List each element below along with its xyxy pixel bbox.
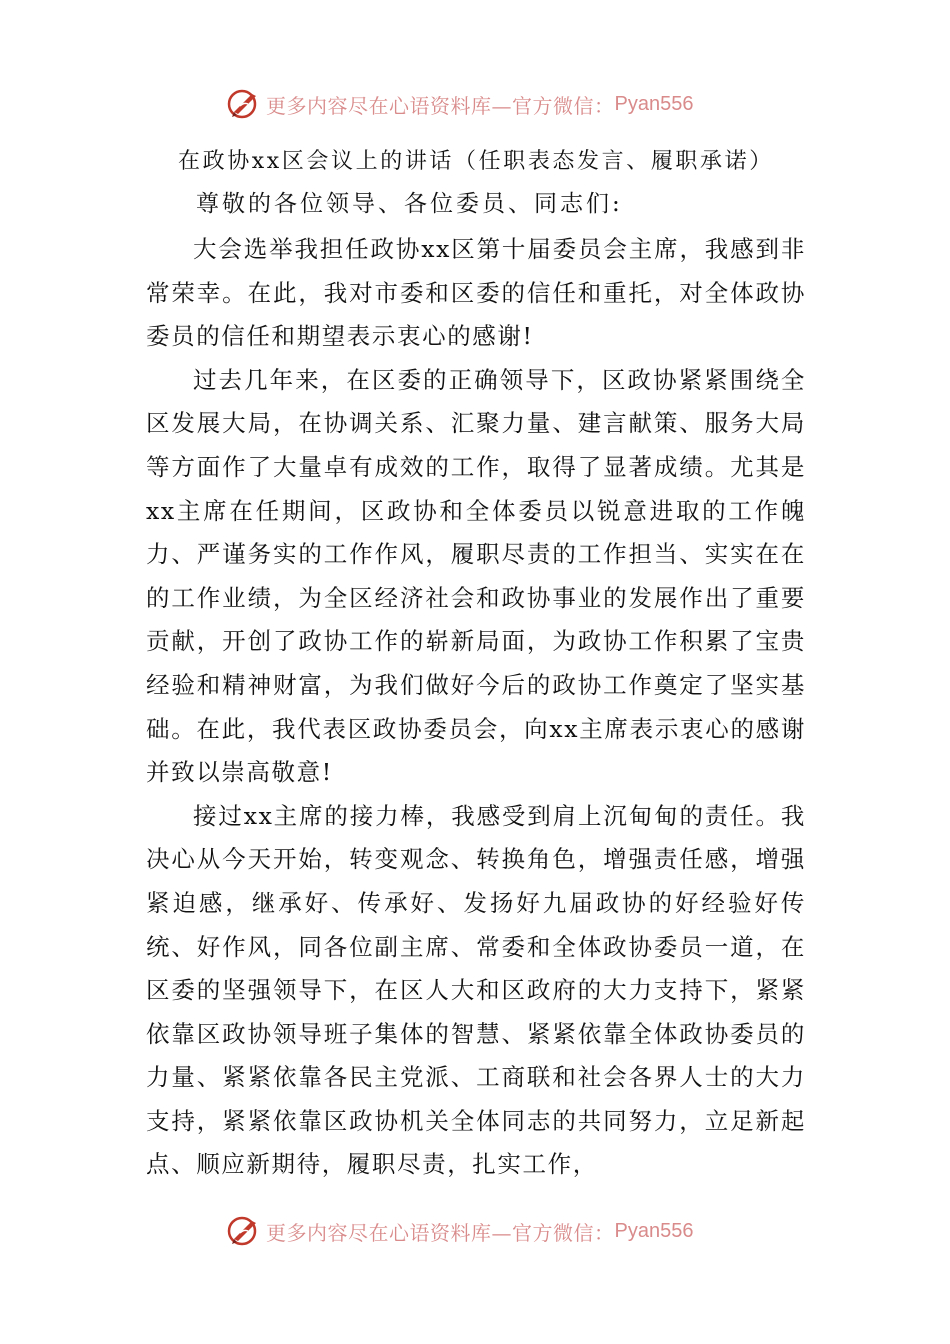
footer-banner bbox=[226, 1211, 693, 1251]
document-body bbox=[146, 228, 806, 1187]
banner-text: 更多内容尽在心语资料库—官方微信： bbox=[266, 1220, 615, 1245]
paragraph: 大会选举我担任政协xx区第十届委员会主席，我感到非常荣幸。在此，我对市委和区委的信任和重托，对全体政协委员的信任和期望表示衷心的感谢! bbox=[146, 235, 806, 351]
pen-logo-icon bbox=[226, 1213, 262, 1249]
paragraph: 接过xx主席的接力棒，我感受到肩上沉甸甸的责任。我决心从今天开始，转变观念、转换角色，增强责任感，增强紧迫感，继承好、传承好、发扬好九届政协的好经验好传统、好作风，同各位副主席、常委和全体政协委员一道，在区委的坚强领导下，在区人大和区政府的大力支持下，紧紧依靠区政协领导班子集体的智慧、紧紧依靠全体政协委员的力量、紧紧依靠各民主党派、工商联和社会各界人士的大力支持，紧紧依靠区政协机关全体同志的共同努力，立足新起点、顺应新期待，履职尽责，扎实工作， bbox=[146, 801, 806, 1179]
banner-wechat-id: Pyan556 bbox=[614, 92, 694, 115]
banner-text: 更多内容尽在心语资料库—官方微信： bbox=[266, 93, 615, 118]
paragraph: 过去几年来，在区委的正确领导下，区政协紧紧围绕全区发展大局，在协调关系、汇聚力量、建言献策、服务大局等方面作了大量卓有成效的工作，取得了显著成绩。尤其是xx主席在任期间，区政协和全体委员以锐意进取的工作魄力、严谨务实的工作作风，履职尽责的工作担当、实实在在的工作业绩，为全区经济社会和政协事业的发展作出了重要贡献，开创了政协工作的崭新局面，为政协工作积累了宝贵经验和精神财富，为我们做好今后的政协工作奠定了坚实基础。在此，我代表区政协委员会，向xx主席表示衷心的感谢并致以崇高敬意! bbox=[146, 365, 806, 787]
pen-logo-icon bbox=[226, 86, 262, 122]
document-title: 在政协xx区会议上的讲话（任职表态发言、履职承诺） bbox=[178, 149, 774, 174]
banner-wechat-id: Pyan556 bbox=[614, 1219, 694, 1242]
salutation: 尊敬的各位领导、各位委员、同志们: bbox=[196, 191, 623, 217]
header-banner bbox=[226, 84, 693, 124]
